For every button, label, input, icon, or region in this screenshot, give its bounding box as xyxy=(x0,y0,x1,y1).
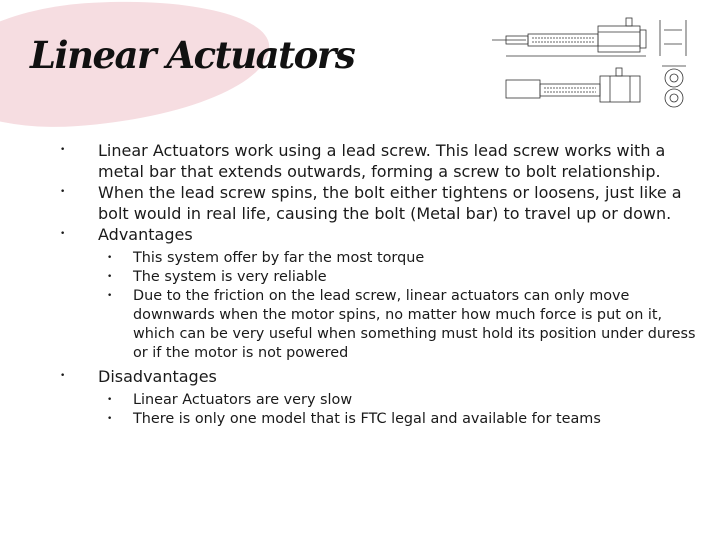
bullet-marker: • xyxy=(107,414,113,424)
sub-bullet-text: There is only one model that is FTC legal and available for teams xyxy=(133,411,601,427)
bullet-marker: • xyxy=(60,187,66,197)
bullet-item xyxy=(60,140,700,182)
bullet-text: When the lead screw spins, the bolt either tightens or loosens, just like a bolt would in real life, causing the bolt (Metal bar) to travel up or down. xyxy=(98,183,682,223)
sub-bullet-item xyxy=(98,268,700,287)
sub-bullet-text: Due to the friction on the lead screw, linear actuators can only move downwards when the motor spins, no matter how much force is put on it, which can be very useful when something must hold its position under duress or if the motor is not powered xyxy=(133,288,696,361)
bullet-item xyxy=(60,182,700,224)
sub-bullet-text: Linear Actuators are very slow xyxy=(133,392,353,408)
sub-bullet-item xyxy=(98,391,700,410)
sub-bullet-item xyxy=(98,410,700,429)
bullet-item-advantages xyxy=(60,224,700,363)
sub-bullet-text: This system offer by far the most torque xyxy=(133,250,425,266)
disadvantages-list xyxy=(98,391,700,429)
bullet-item-disadvantages xyxy=(60,366,700,429)
bullet-marker: • xyxy=(60,145,66,155)
advantages-list xyxy=(98,249,700,363)
bullet-marker: • xyxy=(60,229,66,239)
bullet-text: Linear Actuators work using a lead screw. This lead screw works with a metal bar that extends outwards, forming a screw to bolt relationship. xyxy=(98,141,666,181)
actuator-technical-drawing xyxy=(486,16,708,110)
slide-title: Linear Actuators xyxy=(30,33,355,77)
bullet-marker: • xyxy=(60,371,66,381)
sub-bullet-text: The system is very reliable xyxy=(133,269,327,285)
bullet-text: Advantages xyxy=(98,225,193,244)
bullet-marker: • xyxy=(107,291,113,301)
slide-body xyxy=(60,140,700,432)
sub-bullet-item xyxy=(98,287,700,363)
bullet-list xyxy=(60,140,700,429)
bullet-marker: • xyxy=(107,272,113,282)
sub-bullet-item xyxy=(98,249,700,268)
bullet-marker: • xyxy=(107,253,113,263)
bullet-text: Disadvantages xyxy=(98,367,217,386)
bullet-marker: • xyxy=(107,395,113,405)
